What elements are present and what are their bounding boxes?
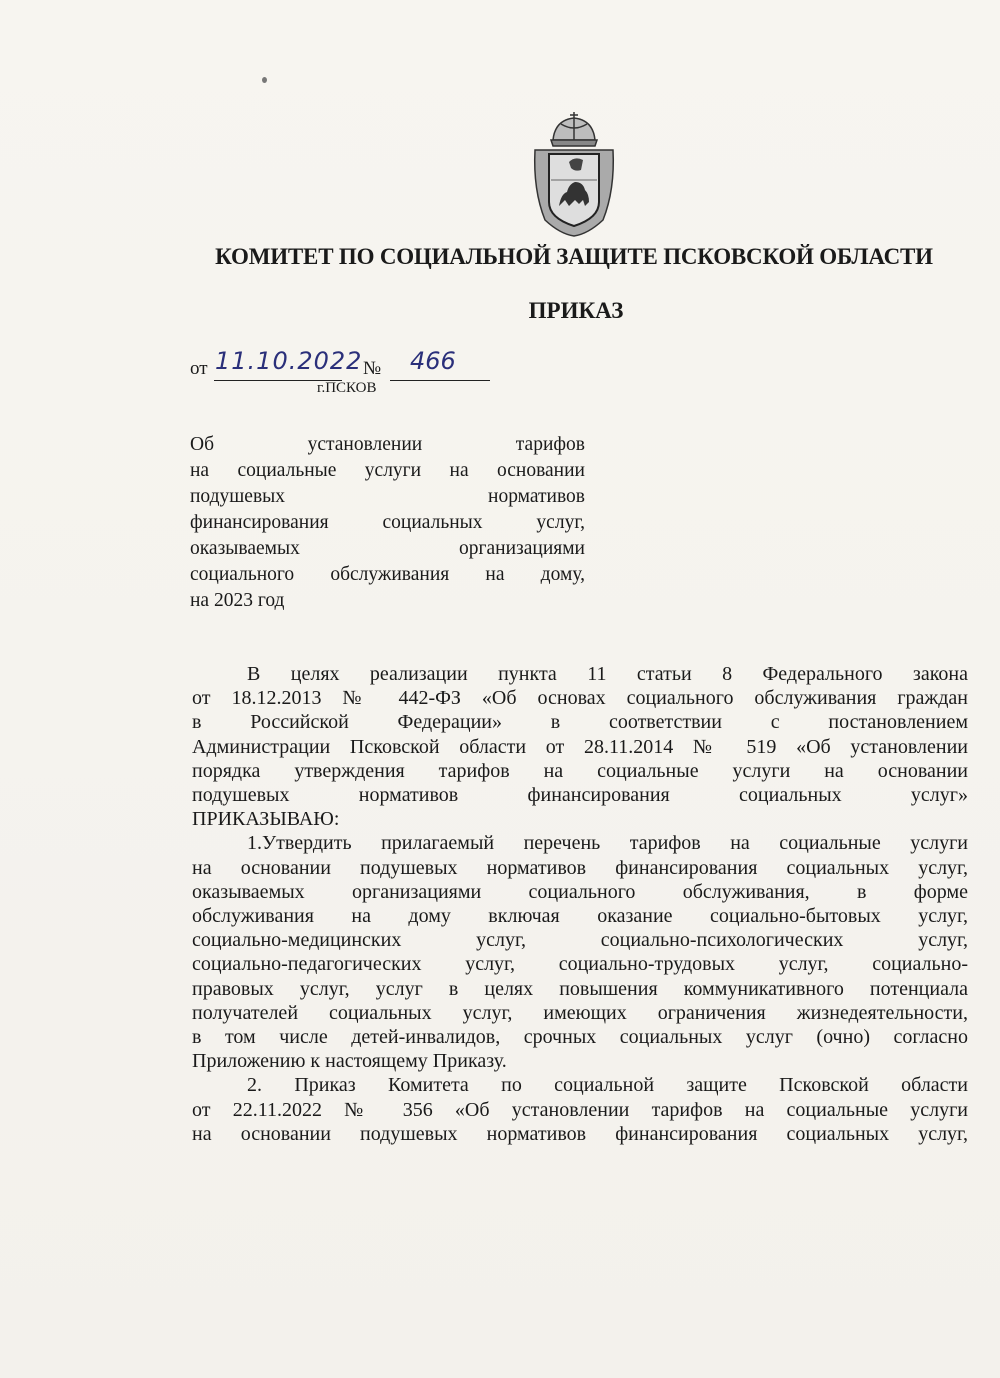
document-type-title: ПРИКАЗ [528,298,624,323]
body-line: социально-педагогических услуг, социально-трудовых услуг, социально- [192,953,968,976]
body-line: в том числе детей-инвалидов, срочных социальных услуг (очно) согласно [192,1026,968,1049]
body-line: социально-медицинских услуг, социально-психологических услуг, [192,929,968,952]
order-subject [190,432,585,614]
number-label: № [363,358,382,379]
number-underline [390,380,490,381]
subject-line: подушевых нормативов [190,486,585,507]
body-line: порядка утверждения тарифов на социальные услуги на основании [192,759,968,782]
city-label: г.ПСКОВ [317,380,377,396]
subject-line: оказываемых организациями [190,538,585,559]
body-line: получателей социальных услуг, имеющих ограничения жизнедеятельности, [192,1001,968,1024]
handwritten-date: 11.10.2022 [215,347,363,375]
body-line: на основании подушевых нормативов финансирования социальных услуг, [192,1122,968,1145]
body-line: оказываемых организациями социального обслуживания, в форме [192,880,968,903]
body-line: правовых услуг, услуг в целях повышения коммуникативного потенциала [192,977,968,1000]
order-body [192,662,968,1146]
handwritten-number: 466 [410,347,456,375]
body-line: 2. Приказ Комитета по социальной защите Псковской области [247,1074,968,1097]
body-line: подушевых нормативов финансирования социальных услуг» [192,784,968,807]
subject-line: на 2023 год [190,590,285,611]
body-line: ПРИКАЗЫВАЮ: [192,808,340,831]
scan-speck [262,77,267,83]
subject-line: социального обслуживания на дому, [190,564,585,585]
subject-line: Об установлении тарифов [190,434,585,455]
body-line: 1.Утвердить прилагаемый перечень тарифов на социальные услуги [247,832,968,855]
body-line: на основании подушевых нормативов финансирования социальных услуг, [192,856,968,879]
body-line: Администрации Псковской области от 28.11.2014 № 519 «Об установлении [192,735,968,758]
body-line: обслуживания на дому включая оказание социально-бытовых услуг, [192,905,968,928]
subject-line: финансирования социальных услуг, [190,512,585,533]
body-line: В целях реализации пункта 11 статьи 8 Федерального закона [247,663,968,685]
body-line: от 18.12.2013 № 442-ФЗ «Об основах социального обслуживания граждан [192,687,968,710]
subject-line: на социальные услуги на основании [190,460,585,481]
body-line: Приложению к настоящему Приказу. [192,1050,507,1073]
from-label: от [190,358,208,379]
body-line: от 22.11.2022 № 356 «Об установлении тарифов на социальные услуги [192,1098,968,1121]
body-line: в Российской Федерации» в соответствии с постановлением [192,711,968,734]
organization-name: КОМИТЕТ ПО СОЦИАЛЬНОЙ ЗАЩИТЕ ПСКОВСКОЙ ОБЛАСТИ [215,244,933,269]
coat-of-arms-emblem [525,110,623,238]
